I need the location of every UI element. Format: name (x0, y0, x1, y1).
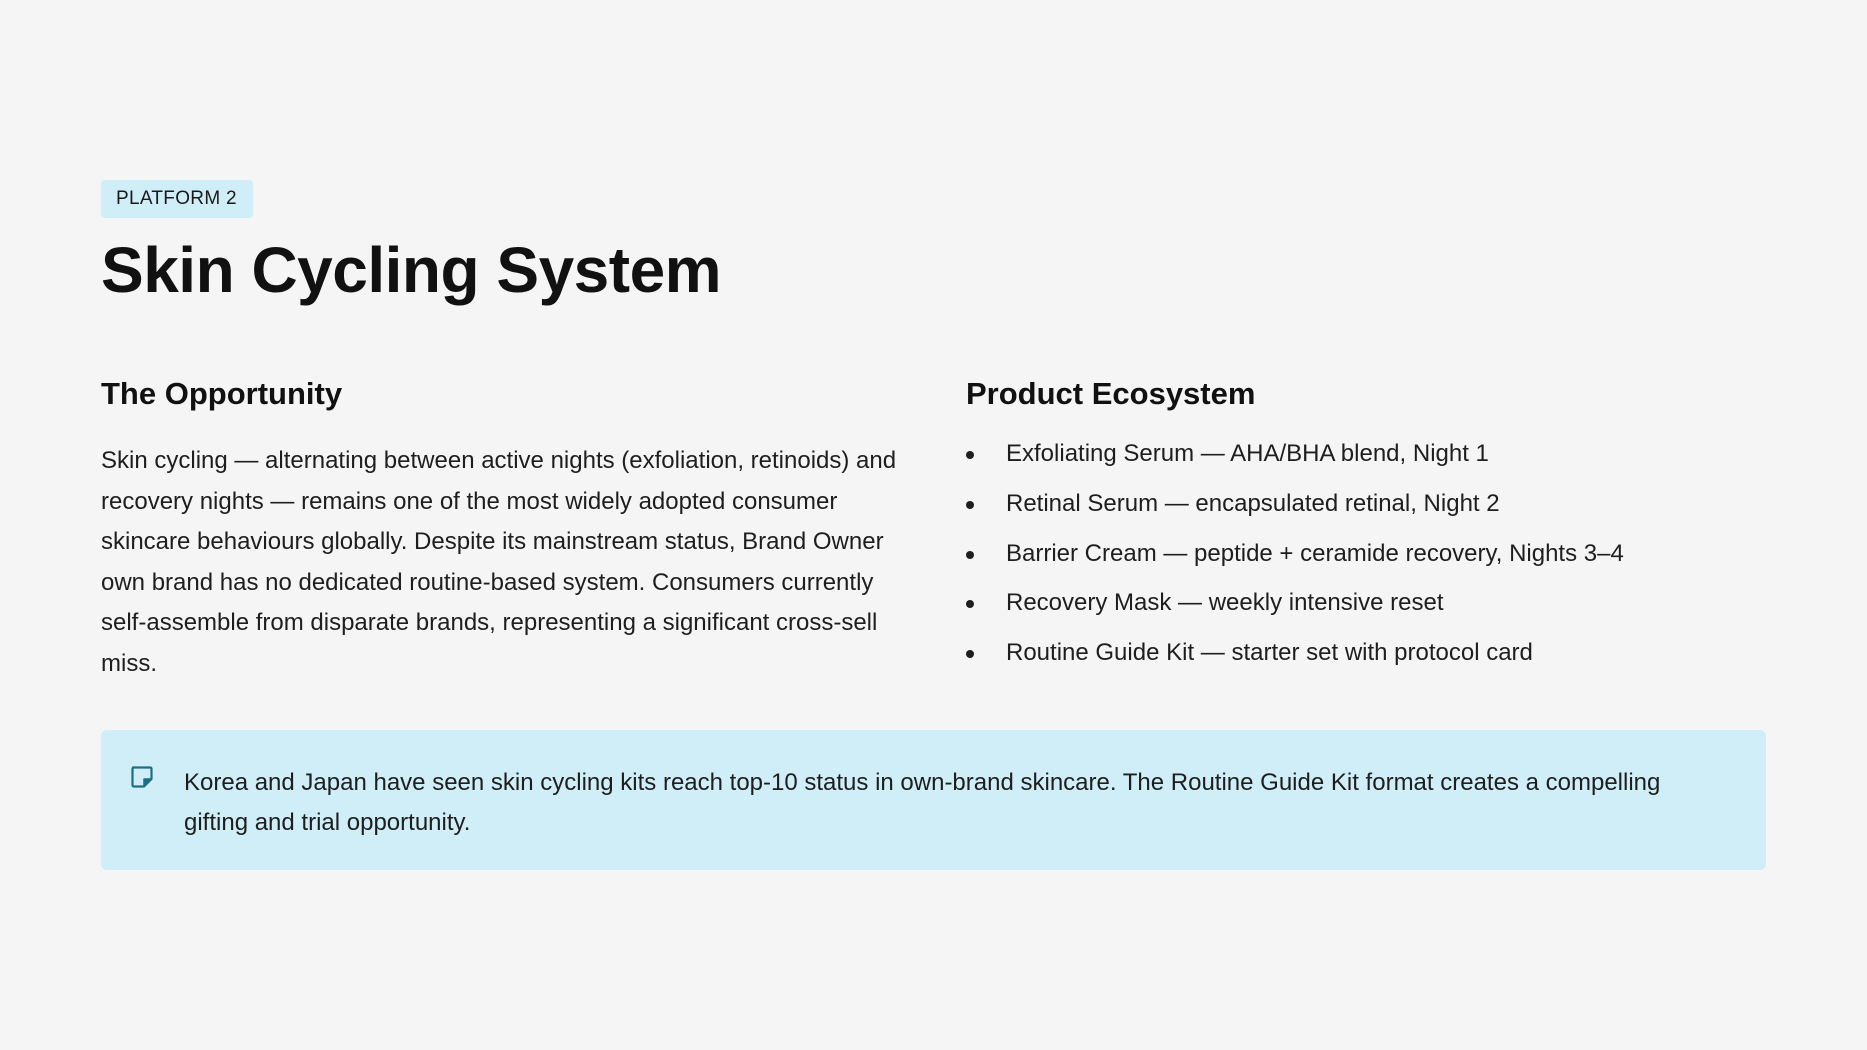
slide-content (101, 180, 1767, 684)
ecosystem-heading: Product Ecosystem (966, 376, 1256, 411)
platform-badge: PLATFORM 2 (101, 180, 253, 218)
ecosystem-list (966, 437, 1767, 670)
note-icon (130, 765, 154, 789)
list-item-text: Barrier Cream — peptide + ceramide recovery, Nights 3–4 (1006, 539, 1624, 567)
list-item (966, 487, 1767, 521)
bullet-icon (966, 551, 974, 559)
callout-box (101, 730, 1766, 870)
list-item-text: Retinal Serum — encapsulated retinal, Night 2 (1006, 489, 1500, 517)
bullet-icon (966, 600, 974, 608)
bullet-icon (966, 501, 974, 509)
bullet-icon (966, 650, 974, 658)
opportunity-body: Skin cycling — alternating between active nights (exfoliation, retinoids) and recovery nights — remains one of the most widely adopted consumer skincare behaviours globally. Despite its mainstream status, Brand Owner own brand has no dedicated routine-based system. Consumers currently self-assemble from disparate brands, representing a significant cross-sell miss. (101, 447, 897, 677)
list-item (966, 636, 1767, 670)
opportunity-section (101, 374, 911, 684)
bullet-icon (966, 451, 974, 459)
content-columns (101, 374, 1767, 684)
list-item (966, 437, 1767, 471)
list-item-text: Exfoliating Serum — AHA/BHA blend, Night 1 (1006, 440, 1489, 467)
list-item (966, 586, 1767, 620)
opportunity-heading: The Opportunity (101, 376, 343, 411)
list-item-text: Recovery Mask — weekly intensive reset (1006, 589, 1444, 617)
page-title: Skin Cycling System (101, 234, 722, 306)
list-item-text: Routine Guide Kit — starter set with protocol card (1006, 639, 1533, 667)
list-item (966, 537, 1767, 571)
ecosystem-section (966, 374, 1767, 686)
callout-text: Korea and Japan have seen skin cycling kits reach top-10 status in own-brand skincare. The Routine Guide Kit format creates a compelling gifting and trial opportunity. (184, 769, 1661, 836)
